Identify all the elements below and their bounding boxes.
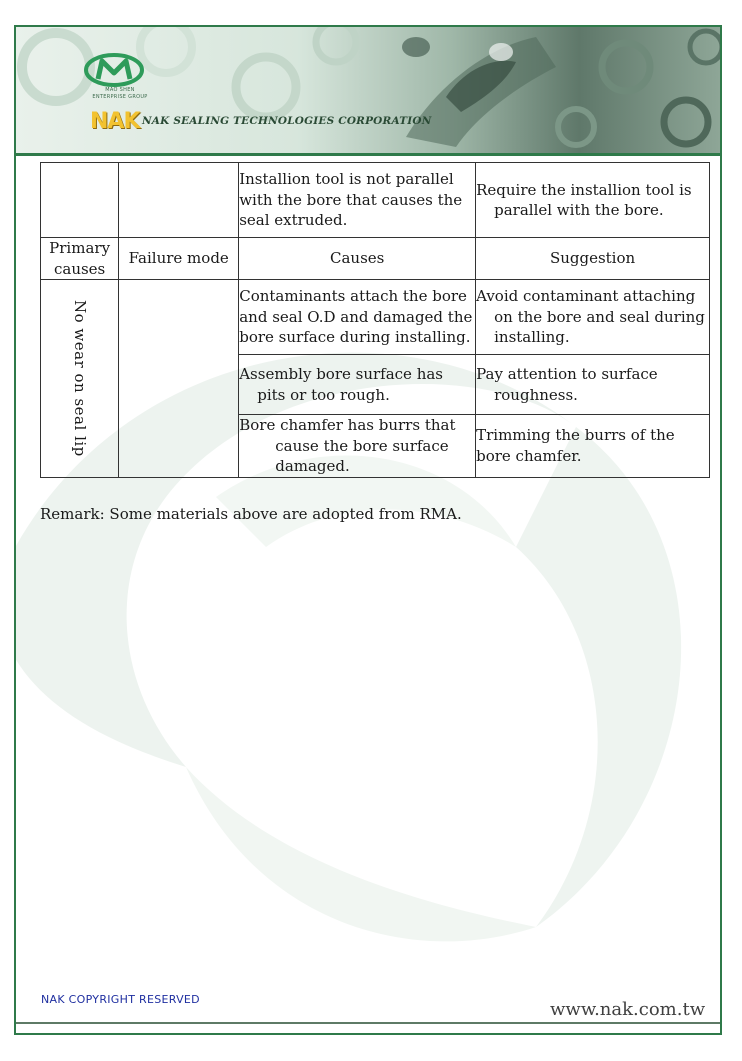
remark-text: Remark: Some materials above are adopted from RMA. — [40, 505, 462, 523]
header-divider — [16, 153, 720, 156]
primary-cause-label: No wear on seal lip — [70, 299, 89, 457]
website-text: www.nak.com.tw — [550, 999, 706, 1020]
suggestion-cell: Avoid contaminant attaching on the bore and seal during installing. — [476, 280, 710, 355]
table-row — [41, 280, 710, 355]
group-name-line2: ENTERPRISE GROUP — [92, 94, 148, 100]
cause-cell: Contaminants attach the bore and seal O.D and damaged the bore surface during installing. — [239, 280, 476, 355]
table-header-row — [41, 238, 710, 280]
cause-cell: Bore chamfer has burrs that cause the bore surface damaged. — [239, 415, 476, 478]
group-name-line1: MAO SHEN — [105, 87, 135, 93]
primary-cause-group-cell — [41, 280, 119, 478]
header-primary-causes: Primary causes — [41, 238, 119, 280]
failure-mode-cell — [119, 280, 239, 478]
table-cell — [41, 163, 119, 238]
corporation-name: NAK SEALING TECHNOLOGIES CORPORATION — [142, 115, 432, 127]
header-causes: Causes — [239, 238, 476, 280]
failure-table — [40, 162, 710, 478]
table-row — [41, 163, 710, 238]
page-frame — [14, 25, 722, 1035]
cause-cell: Installion tool is not parallel with the bore that causes the seal extruded. — [239, 163, 476, 238]
page-header — [16, 27, 720, 153]
group-logo-icon — [84, 53, 144, 87]
header-failure-mode: Failure mode — [119, 238, 239, 280]
copyright-text: NAK COPYRIGHT RESERVED — [41, 993, 200, 1006]
suggestion-cell: Require the installion tool is parallel with the bore. — [476, 163, 710, 238]
header-suggestion: Suggestion — [476, 238, 710, 280]
footer-divider — [16, 1022, 720, 1024]
nak-logo: NAK — [90, 109, 140, 134]
cause-cell: Assembly bore surface has pits or too rough. — [239, 355, 476, 415]
suggestion-cell: Pay attention to surface roughness. — [476, 355, 710, 415]
table-cell — [119, 163, 239, 238]
suggestion-cell: Trimming the burrs of the bore chamfer. — [476, 415, 710, 478]
